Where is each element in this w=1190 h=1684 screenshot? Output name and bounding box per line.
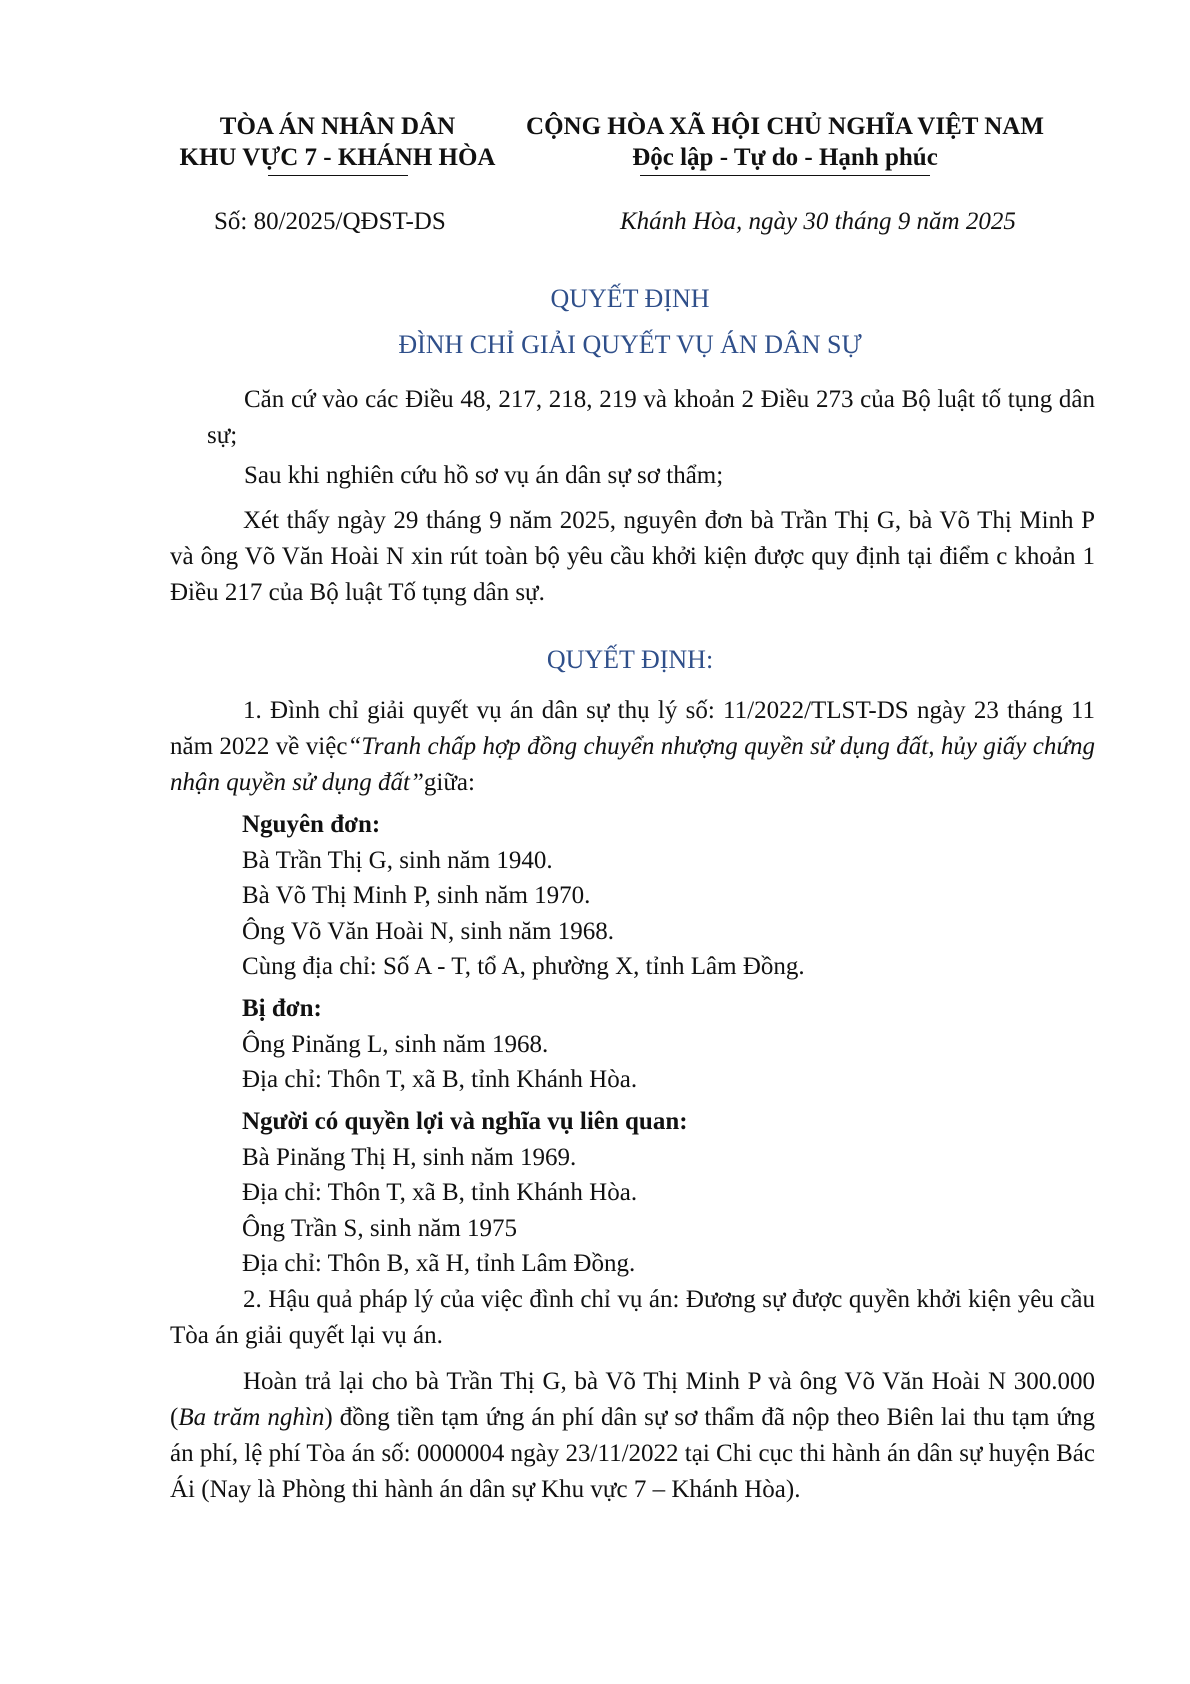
study-paragraph: Sau khi nghiên cứu hồ sơ vụ án dân sự sơ thẩm; xyxy=(244,462,724,489)
list-item: Ông Võ Văn Hoài N, sinh năm 1968. xyxy=(242,917,614,945)
court-name: TÒA ÁN NHÂN DÂN xyxy=(219,113,456,140)
list-item: Bà Trần Thị G, sinh năm 1940. xyxy=(242,846,553,874)
item-1-paragraph xyxy=(170,693,1095,801)
related-party-list xyxy=(242,1104,1102,1282)
list-item: Địa chỉ: Thôn T, xã B, tỉnh Khánh Hòa. xyxy=(242,1179,638,1206)
nation-motto: Độc lập - Tự do - Hạnh phúc xyxy=(632,144,938,171)
related-heading: Người có quyền lợi và nghĩa vụ liên quan: xyxy=(242,1108,688,1135)
title-sub: ĐÌNH CHỈ GIẢI QUYẾT VỤ ÁN DÂN SỰ xyxy=(398,330,862,359)
plaintiff-heading: Nguyên đơn: xyxy=(242,811,381,838)
motto-underline xyxy=(640,175,930,176)
basis-paragraph: Căn cứ vào các Điều 48, 217, 218, 219 và khoản 2 Điều 273 của Bộ luật tố tụng dân sự; xyxy=(207,386,1095,449)
refund-paragraph xyxy=(170,1364,1095,1508)
item-1-text: 1. Đình chỉ giải quyết vụ án dân sự thụ lý số: 11/2022/TLST-DS ngày 23 tháng 11 năm 2022 về việc xyxy=(170,697,1095,760)
place-date: Khánh Hòa, ngày 30 tháng 9 năm 2025 xyxy=(620,208,1016,235)
document-number: Số: 80/2025/QĐST-DS xyxy=(214,208,446,235)
court-region: KHU VỰC 7 - KHÁNH HÒA xyxy=(179,144,496,171)
item-1-end: giữa: xyxy=(423,769,475,796)
list-item: Địa chỉ: Thôn T, xã B, tỉnh Khánh Hòa. xyxy=(242,1066,638,1093)
defendant-list xyxy=(242,991,1102,1098)
court-underline xyxy=(268,175,408,176)
court-header xyxy=(150,111,525,173)
list-item: Bà Võ Thị Minh P, sinh năm 1970. xyxy=(242,882,591,909)
item-2-paragraph: 2. Hậu quả pháp lý của việc đình chỉ vụ án: Đương sự được quyền khởi kiện yêu cầu Tòa án giải quyết lại vụ án. xyxy=(170,1286,1095,1349)
nation-header xyxy=(505,111,1065,173)
refund-text-end: ) đồng tiền tạm ứng án phí dân sự sơ thẩm đã nộp theo Biên lai thu tạm ứng án phí, lệ phí Tòa án số: 0000004 ngày 23/11/2022 tại Chi cục thi hành án dân sự huyện Bác Ái (Nay là Phòng thi hành án dân sự Khu vực 7 – Khánh Hòa). xyxy=(170,1404,1095,1503)
list-item: Bà Pinăng Thị H, sinh năm 1969. xyxy=(242,1143,577,1171)
list-item: Cùng địa chỉ: Số A - T, tổ A, phường X, tỉnh Lâm Đồng. xyxy=(242,953,805,980)
list-item: Ông Pinăng L, sinh năm 1968. xyxy=(242,1030,549,1058)
plaintiff-list xyxy=(242,807,1102,985)
case-title: “Tranh chấp hợp đồng chuyển nhượng quyền sử dụng đất, hủy giấy chứng nhận quyền sử dụng đất” xyxy=(170,733,1096,796)
list-item: Địa chỉ: Thôn B, xã H, tỉnh Lâm Đồng. xyxy=(242,1250,636,1277)
nation-name: CỘNG HÒA XÃ HỘI CHỦ NGHĨA VIỆT NAM xyxy=(526,113,1044,140)
list-item: Ông Trần S, sinh năm 1975 xyxy=(242,1214,518,1242)
consider-paragraph: Xét thấy ngày 29 tháng 9 năm 2025, nguyên đơn bà Trần Thị G, bà Võ Thị Minh P và ông Võ Văn Hoài N xin rút toàn bộ yêu cầu khởi kiện được quy định tại điểm c khoản 1 Điều 217 của Bộ luật Tố tụng dân sự. xyxy=(170,507,1095,606)
defendant-heading: Bị đơn: xyxy=(242,995,322,1022)
refund-amount-words: Ba trăm nghìn xyxy=(178,1404,325,1431)
title-decision: QUYẾT ĐỊNH: xyxy=(546,645,714,674)
title-main: QUYẾT ĐỊNH xyxy=(550,284,710,313)
refund-text: Hoàn trả lại cho bà Trần Thị G, bà Võ Thị Minh P và ông Võ Văn Hoài N 300.000 ( xyxy=(170,1368,1095,1431)
